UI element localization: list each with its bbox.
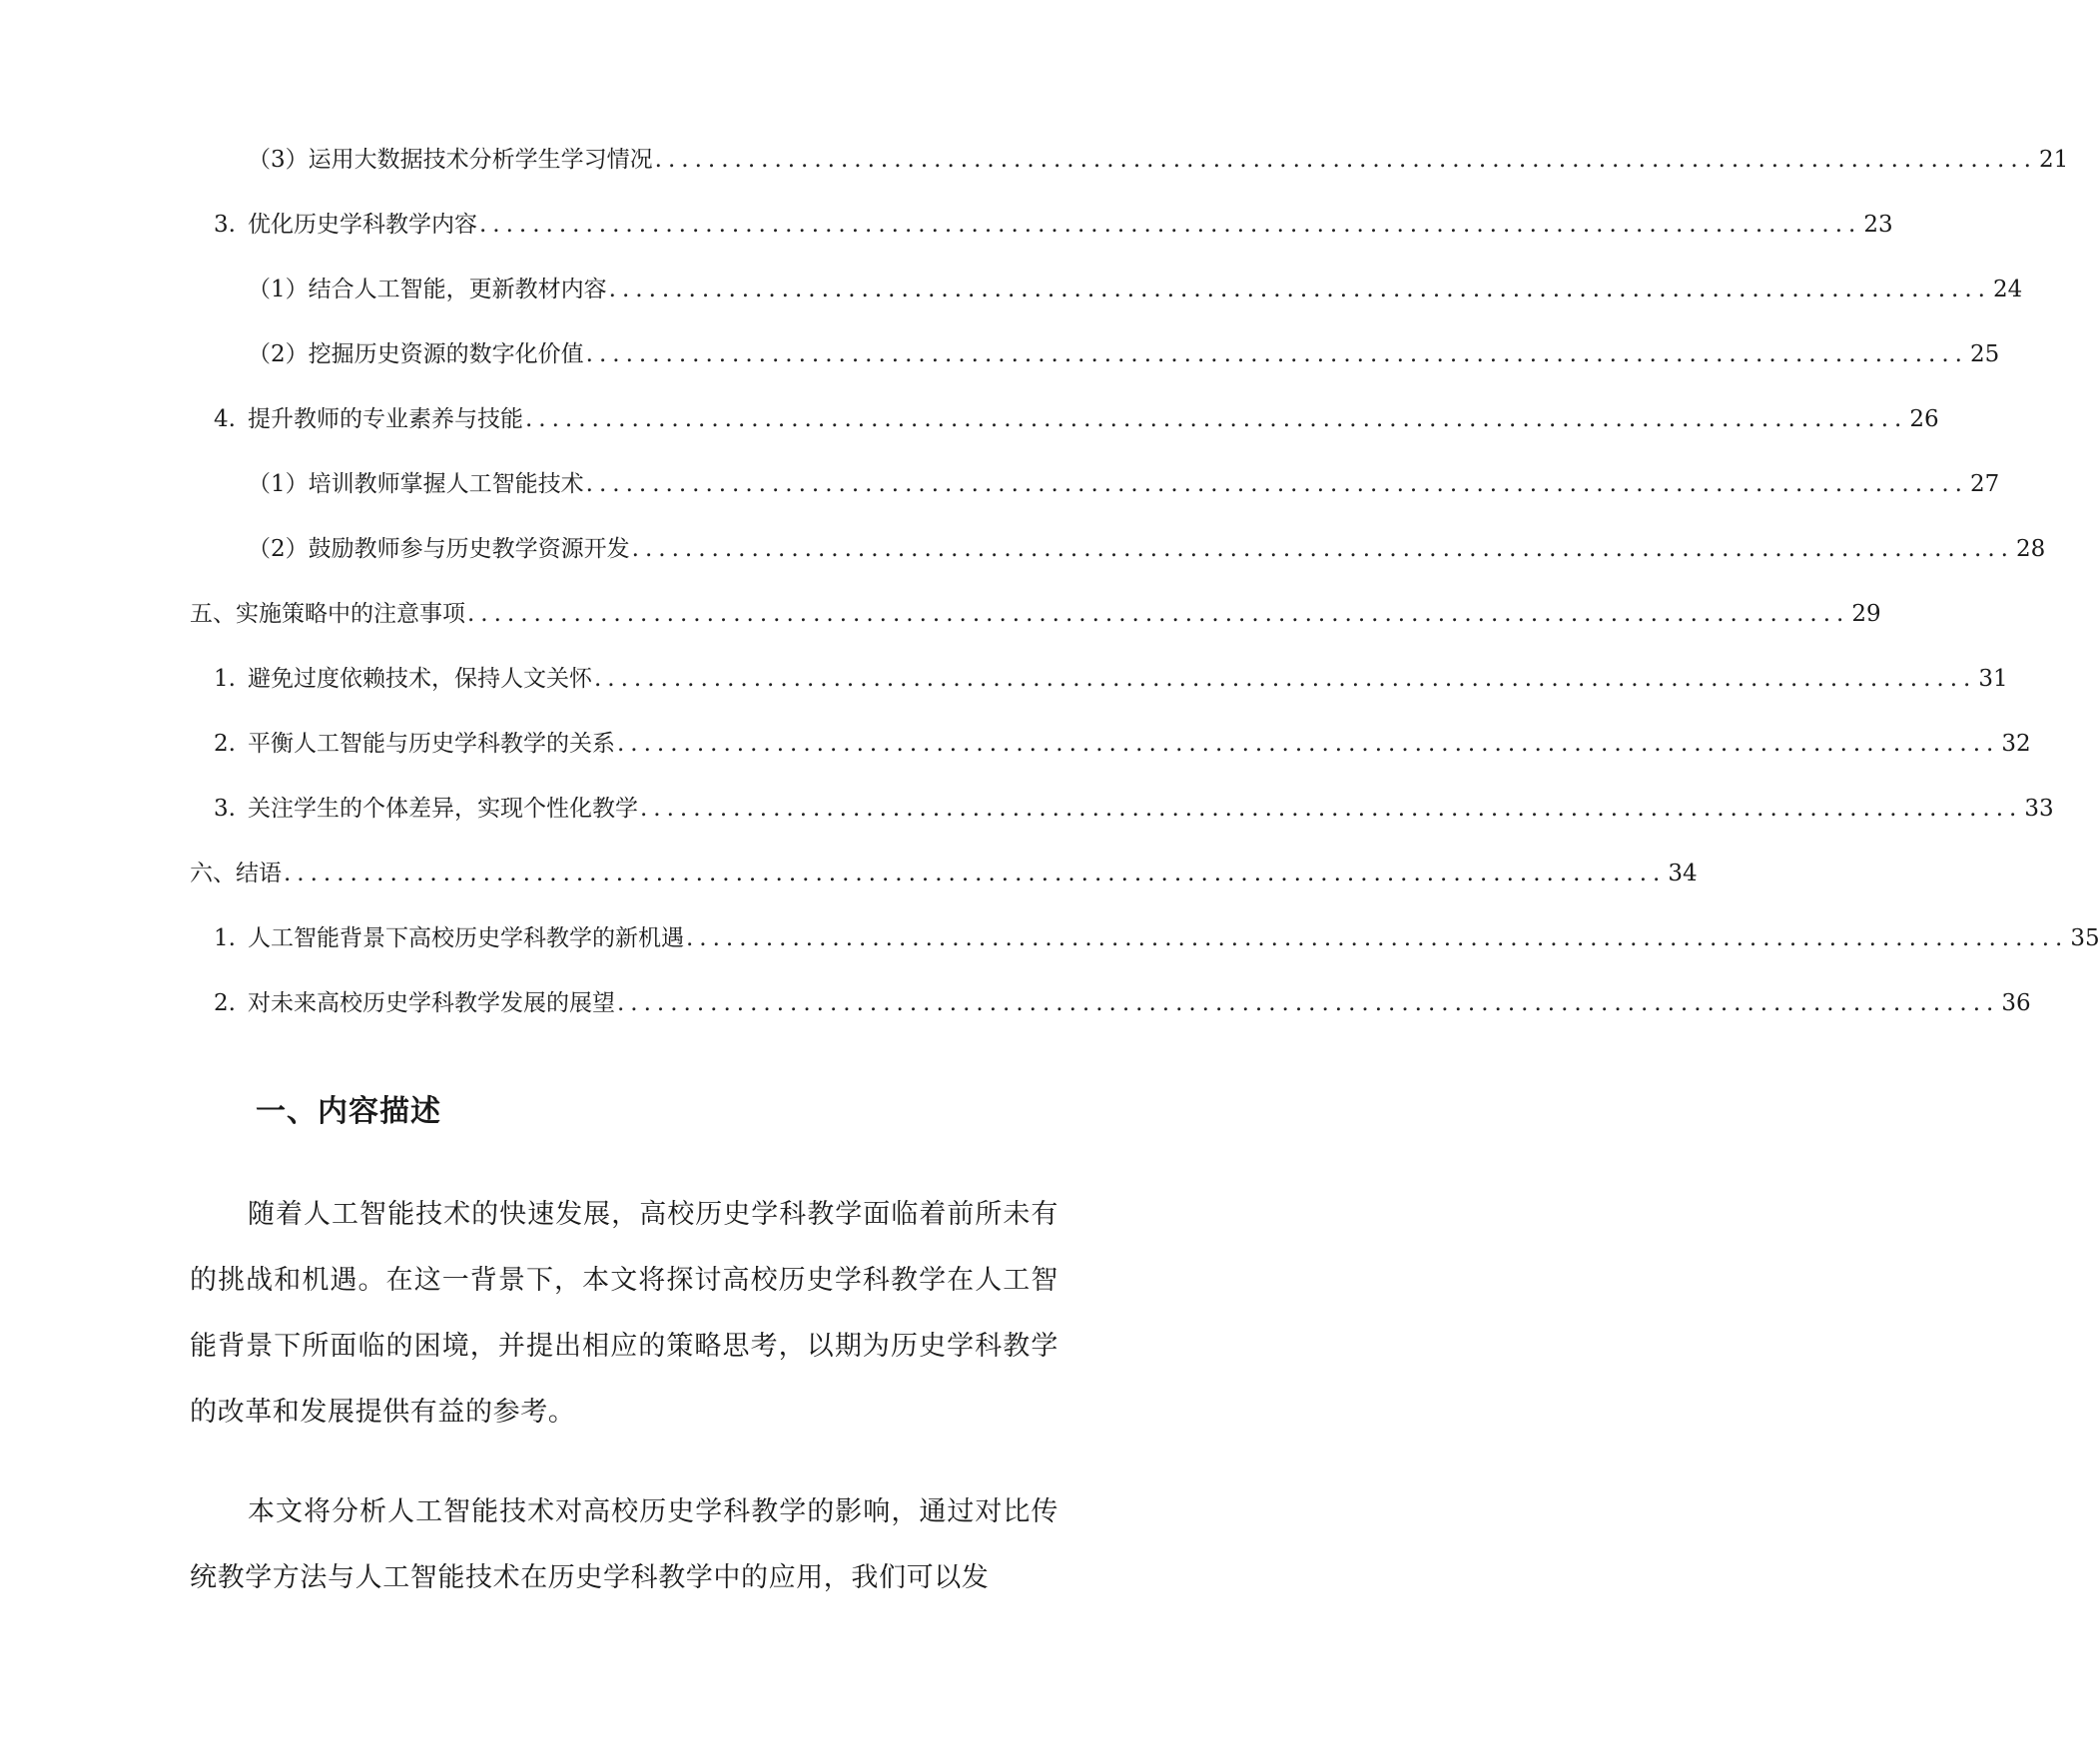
toc-entry[interactable] (248, 140, 2069, 180)
toc-entry-label: （3）运用大数据技术分析学生学习情况 (248, 147, 653, 173)
toc-entry-label: （1）培训教师掌握人工智能技术 (248, 471, 584, 497)
section-heading: 一、内容描述 (256, 1094, 441, 1129)
toc-entry-number: 2. (214, 731, 236, 757)
toc-entry-number: 1. (214, 666, 236, 692)
toc-entry-page: 36 (2001, 990, 2031, 1016)
toc-entry[interactable] (248, 334, 2000, 374)
toc-leader-dots: ........................................................................................................ (617, 731, 2000, 757)
toc-entry-page: 35 (2070, 925, 2100, 951)
toc-entry-number: 3. (214, 212, 236, 238)
toc-leader-dots: ........................................................................................................ (686, 925, 2069, 951)
toc-entry[interactable] (248, 464, 2000, 504)
toc-entry[interactable] (214, 399, 1939, 439)
toc-leader-dots: ........................................................................................................ (631, 536, 2014, 562)
toc-entry-label: 平衡人工智能与历史学科教学的关系 (248, 731, 615, 757)
toc-leader-dots: ........................................................................................................ (479, 212, 1862, 238)
toc-entry-page: 23 (1863, 212, 1893, 238)
toc-entry-page: 21 (2039, 147, 2069, 173)
toc-entry[interactable] (214, 789, 2054, 829)
toc-entry-label: 五、实施策略中的注意事项 (190, 601, 465, 627)
toc-entry-label: （2）挖掘历史资源的数字化价值 (248, 341, 584, 367)
toc-entry-page: 25 (1970, 341, 2000, 367)
toc-leader-dots: ........................................................................................................ (594, 666, 1977, 692)
toc-entry-page: 27 (1970, 471, 2000, 497)
toc-entry-page: 28 (2016, 536, 2046, 562)
toc-entry[interactable] (214, 659, 2008, 699)
toc-entry-label: 六、结语 (190, 861, 282, 886)
body-paragraph: 随着人工智能技术的快速发展，高校历史学科教学面临着前所未有的挑战和机遇。在这一背景下，本文将探讨高校历史学科教学在人工智能背景下所面临的困境，并提出相应的策略思考，以期为历史学科教学的改革和发展提供有益的参考。 (190, 1199, 1058, 1428)
toc-entry-page: 26 (1909, 406, 1939, 432)
toc-leader-dots: ........................................................................................................ (525, 406, 1908, 432)
toc-leader-dots: ........................................................................................................ (608, 277, 1991, 302)
toc-entry-label: 关注学生的个体差异，实现个性化教学 (248, 796, 638, 822)
toc-entry[interactable] (248, 270, 2023, 309)
toc-leader-dots: ........................................................................................................ (654, 147, 2037, 173)
toc-entry-number: 4. (214, 406, 236, 432)
toc-entry-label: 人工智能背景下高校历史学科教学的新机遇 (248, 925, 684, 951)
toc-leader-dots: ........................................................................................................ (640, 796, 2023, 822)
toc-leader-dots: ........................................................................................................ (585, 471, 1968, 497)
toc-entry[interactable] (214, 918, 2100, 958)
toc-entry-page: 31 (1978, 666, 2008, 692)
toc-entry-page: 33 (2024, 796, 2054, 822)
toc-entry-label: 对未来高校历史学科教学发展的展望 (248, 990, 615, 1016)
toc-entry-page: 24 (1993, 277, 2023, 302)
toc-leader-dots: ........................................................................................................ (617, 990, 2000, 1016)
toc-entry-label: 避免过度依赖技术，保持人文关怀 (248, 666, 592, 692)
toc-leader-dots: ........................................................................................................ (284, 861, 1667, 886)
toc-entry[interactable] (190, 854, 1698, 893)
toc-entry[interactable] (214, 724, 2031, 764)
toc-entry-page: 34 (1668, 861, 1698, 886)
body-paragraph: 本文将分析人工智能技术对高校历史学科教学的影响，通过对比传统教学方法与人工智能技术在历史学科教学中的应用，我们可以发 (190, 1496, 1058, 1593)
toc-entry-page: 29 (1851, 601, 1881, 627)
toc-entry[interactable] (190, 594, 1881, 634)
toc-entry-label: （1）结合人工智能，更新教材内容 (248, 277, 607, 302)
toc-entry[interactable] (248, 529, 2046, 569)
toc-entry-label: （2）鼓励教师参与历史教学资源开发 (248, 536, 630, 562)
toc-entry-label: 提升教师的专业素养与技能 (248, 406, 523, 432)
toc-leader-dots: ........................................................................................................ (467, 601, 1850, 627)
toc-entry-number: 3. (214, 796, 236, 822)
toc-leader-dots: ........................................................................................................ (585, 341, 1968, 367)
toc-entry-number: 2. (214, 990, 236, 1016)
toc-entry-page: 32 (2001, 731, 2031, 757)
toc-entry[interactable] (214, 983, 2031, 1023)
toc-entry-label: 优化历史学科教学内容 (248, 212, 477, 238)
toc-entry-number: 1. (214, 925, 236, 951)
toc-entry[interactable] (214, 205, 1893, 245)
